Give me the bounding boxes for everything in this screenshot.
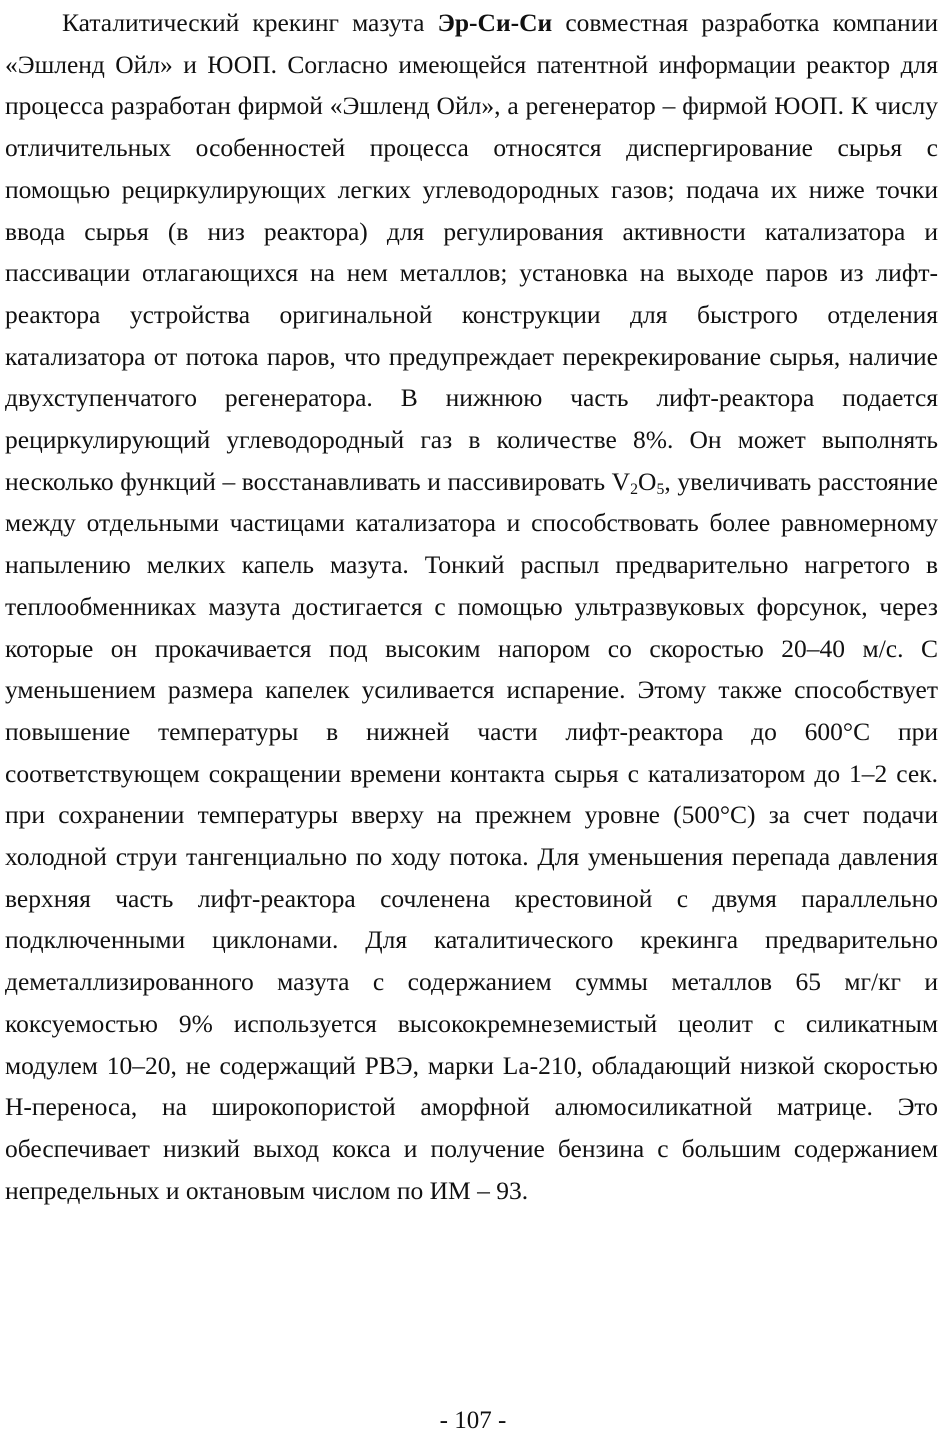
subscript-vanadium-count: 2 <box>630 480 639 498</box>
paragraph-text-start: Каталитический крекинг мазута <box>62 8 438 37</box>
page-number: - 107 - <box>439 1407 507 1434</box>
subscript-oxygen-count: 5 <box>656 480 665 498</box>
paragraph-text-end: , увеличивать расстояние между отдельными частицами катализатора и способствовать более равномерному напылению мелких капель мазута. Тонкий распыл предварительно нагретого в теплообменниках мазута достигается с помощью ультразвуковых форсунок, через которые он прокачивается под высоким напором со скоростью 20–40 м/с. С уменьшением размера капелек усиливается испарение. Этому также способствует повышение температуры в нижней части лифт-реактора до 600°С при соответствующем сокращении времени контакта сырья с катализатором до 1–2 сек. при сохранении температуры вверху на прежнем уровне (500°С) за счет подачи холодной струи тангенциально по ходу потока. Для уменьшения перепада давления верхняя часть лифт-реактора сочленена крестовиной с двумя параллельно подключенными циклонами. Для каталитического крекинга предварительно деметаллизированного мазута с содержанием суммы металлов 65 мг/кг и коксуемостью 9% используется высококремнеземистый цеолит с силикатным модулем 10–20, не содержащий РВЭ, марки La-210, обладающий низкой скоростью Н-переноса, на широкопористой аморфной алюмосиликатной матрице. Это обеспечивает низкий выход кокса и получение бензина с большим содержанием непредельных и октановым числом по ИМ – 93. <box>5 466 938 1205</box>
paragraph-text-middle: совместная разработка компании «Эшленд Ойл» и ЮОП. Согласно имеющейся патентной информации реактор для процесса разработан фирмой «Эшленд Ойл», а регенератор – фирмой ЮОП. К числу отличительных особенностей процесса относятся диспергирование сырья с помощью рециркулирующих легких углеводородных газов; подача их ниже точки ввода сырья (в низ реактора) для регулирования активности катализатора и пассивации отлагающихся на нем металлов; установка на выходе паров из лифт-реактора устройства оригинальной конструкции для быстрого отделения катализатора от потока паров, что предупреждает перекрекирование сырья, наличие двухступенчатого регенератора. В нижнюю часть лифт-реактора подается рециркулирующий углеводородный газ в количестве 8%. Он может выполнять несколько функций – восстанавливать и пассивировать V <box>5 8 938 496</box>
oxide-symbol: O <box>638 466 657 496</box>
process-name-bold: Эр-Си-Си <box>437 8 553 37</box>
body-paragraph <box>5 2 938 1211</box>
